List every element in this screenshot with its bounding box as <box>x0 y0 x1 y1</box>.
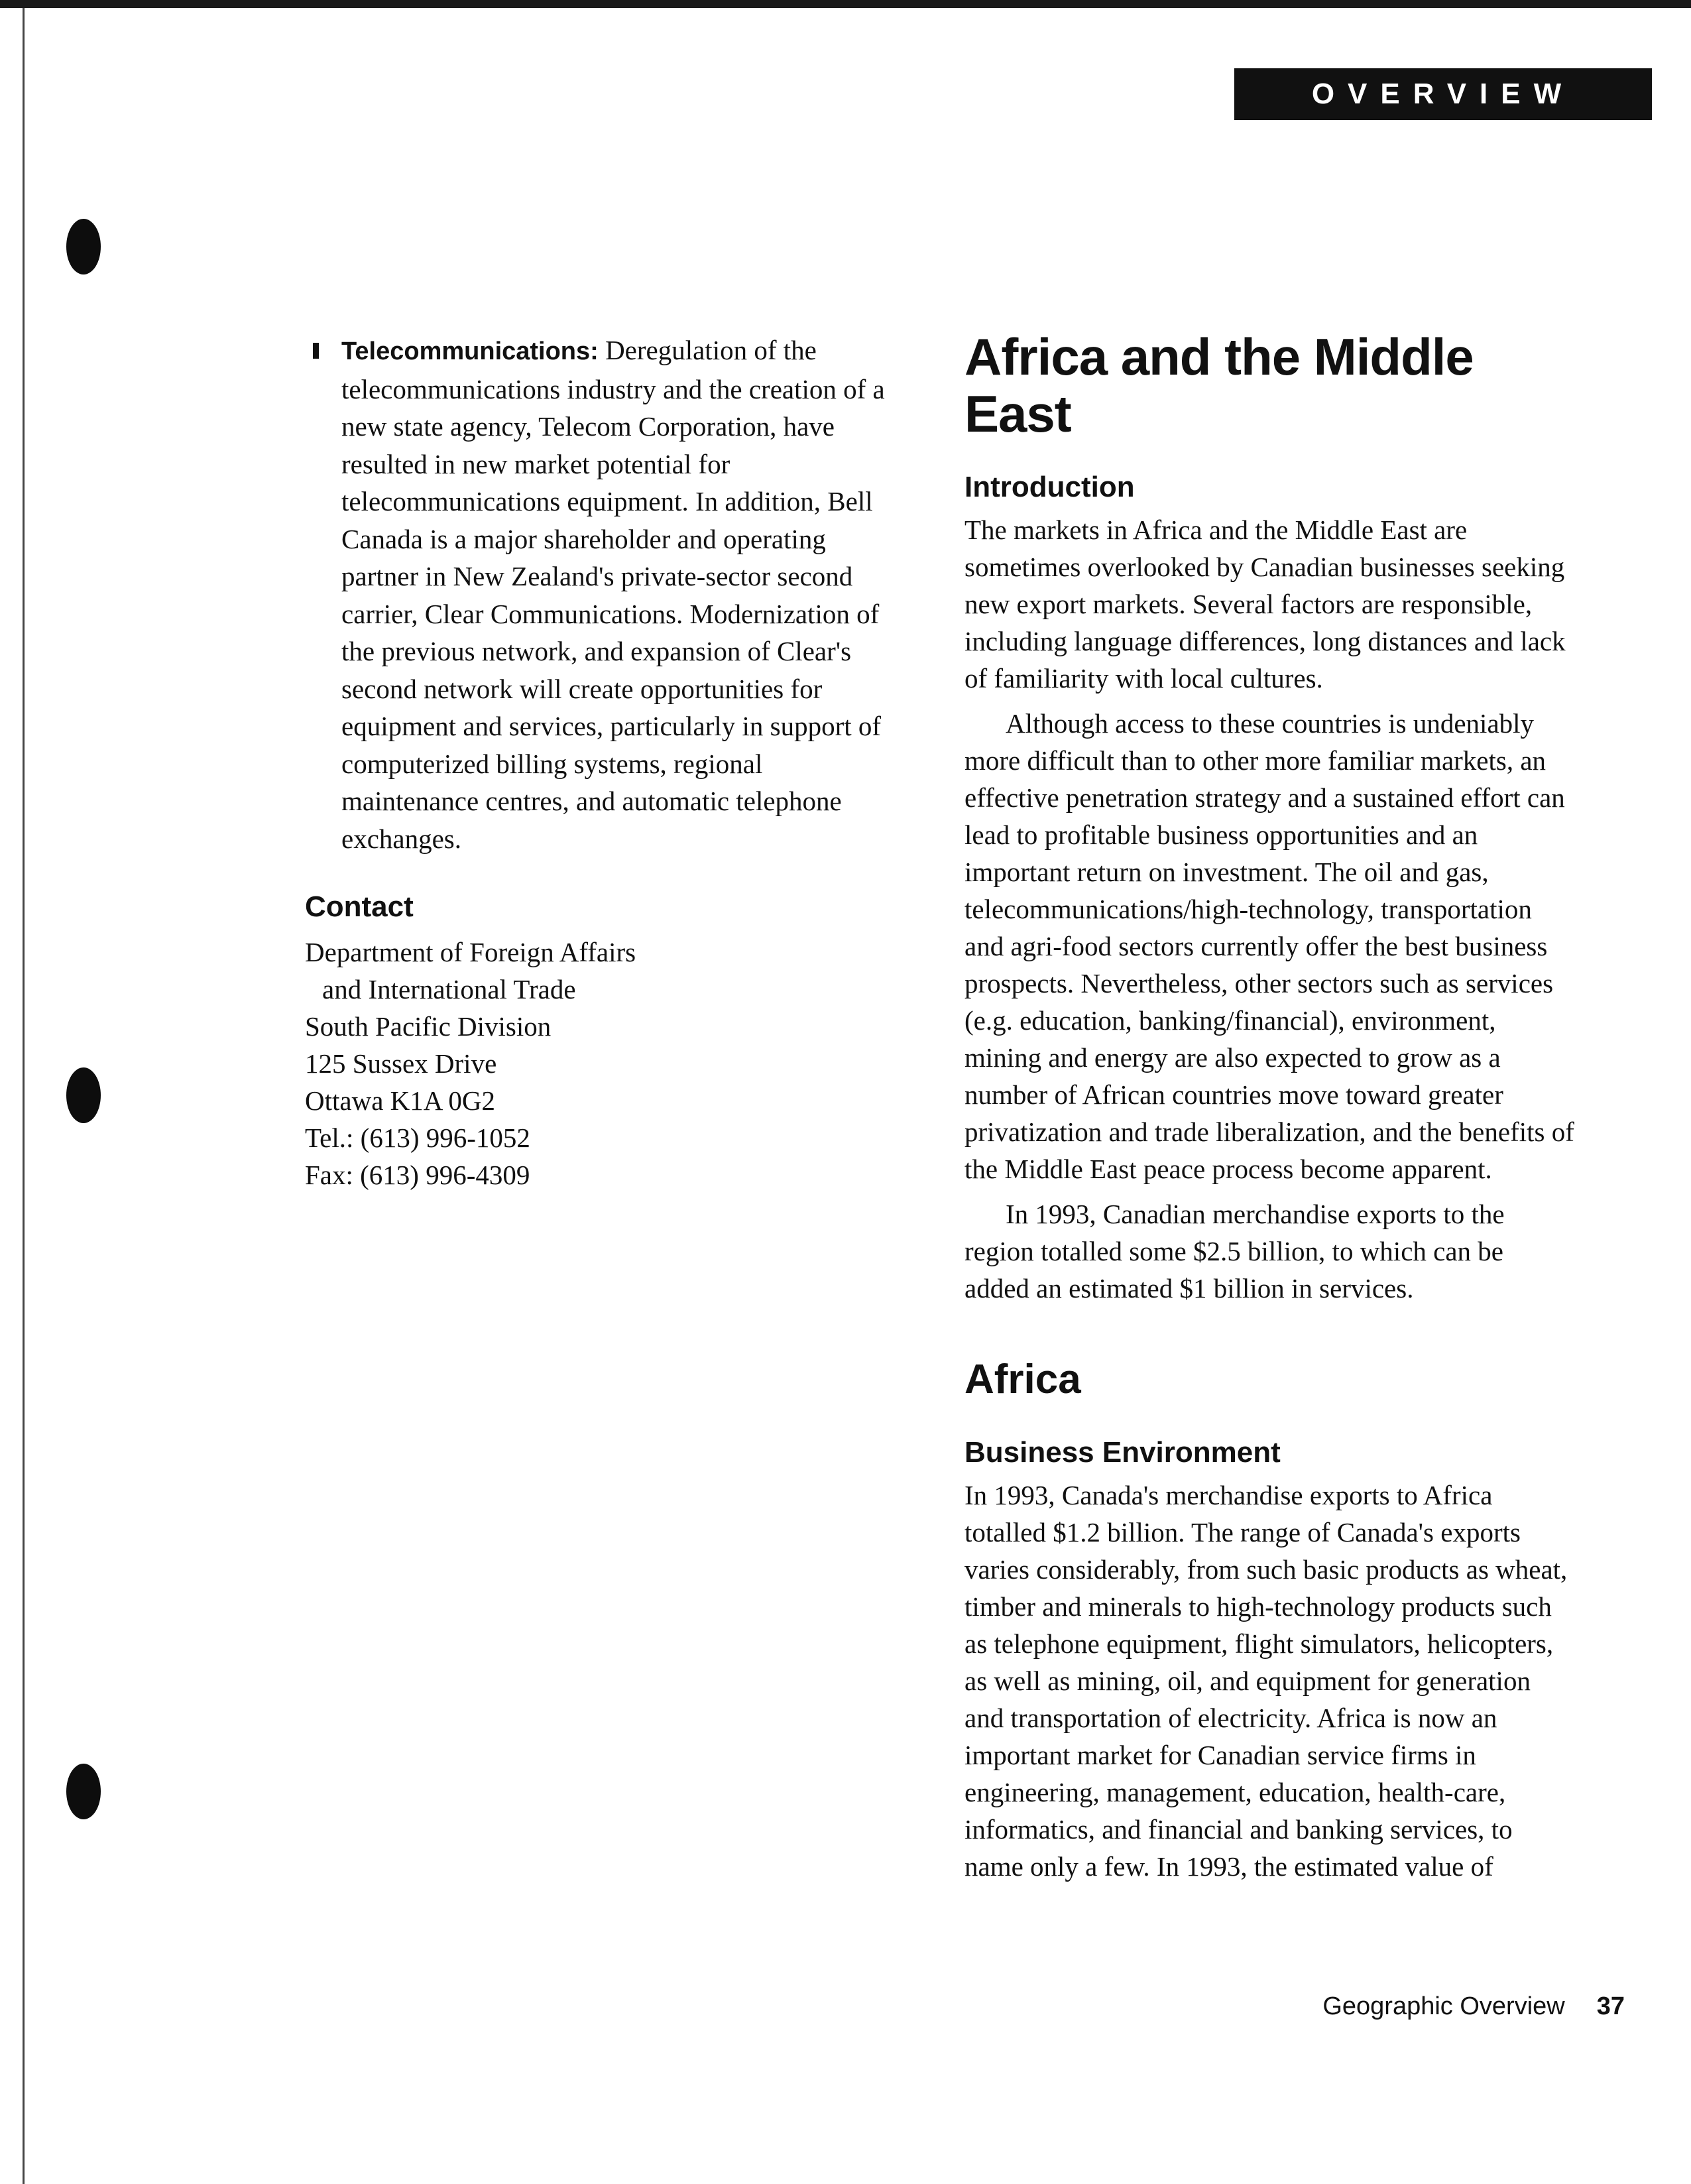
contact-line: 125 Sussex Drive <box>305 1048 497 1079</box>
africa-heading: Africa <box>964 1357 1081 1402</box>
page-footer <box>1322 1992 1625 2021</box>
contact-line: Ottawa K1A 0G2 <box>305 1085 495 1116</box>
page-title: Africa and the Middle East <box>964 328 1474 443</box>
contact-heading: Contact <box>305 890 414 923</box>
footer-section-name: Geographic Overview <box>1322 1992 1565 2020</box>
contact-address <box>305 934 902 1193</box>
binder-hole <box>66 1764 101 1819</box>
binder-hole <box>66 219 101 274</box>
introduction-heading: Introduction <box>964 471 1135 503</box>
binder-hole <box>66 1067 101 1123</box>
intro-paragraph: Although access to these countries is undeniably more difficult than to other more familiar markets, an effective penetration strategy and a sustained effort can lead to profitable business opportunities and an important return on investment. The oil and gas, telecommunications/high-technology, transportation and agri-food sectors currently offer the best business prospects. Nevertheless, other sectors such as services (e.g. education, banking/financial), environment, mining and energy are also expected to grow as a number of African countries move toward greater privatization and trade liberalization, and the benefits of the Middle East peace process become apparent. <box>964 708 1574 1184</box>
page-number: 37 <box>1596 1992 1625 2020</box>
business-paragraph: In 1993, Canada's merchandise exports to Africa totalled $1.2 billion. The range of Canada's exports varies considerably, from such basic products as wheat, timber and minerals to high-technology products such as telephone equipment, flight simulators, helicopters, as well as mining, oil, and equipment for generation and transportation of electricity. Africa is now an important market for Canadian service firms in engineering, management, education, health-care, informatics, and financial and banking services, to name only a few. In 1993, the estimated value of <box>964 1480 1568 1882</box>
intro-paragraph: In 1993, Canadian merchandise exports to the region totalled some $2.5 billion, to which can be added an estimated $1 billion in services. <box>964 1199 1505 1304</box>
contact-line: South Pacific Division <box>305 1011 552 1042</box>
contact-line: Department of Foreign Affairs <box>305 937 636 967</box>
contact-line: and International Trade <box>322 974 576 1004</box>
bullet-text: Deregulation of the telecommunications industry and the creation of a new state agency, Telecom Corporation, have resulted in new market potential for telecommunications equipment. In addition, Bell Canada is a major shareholder and operating partner in New Zealand's private-sector second carrier, Clear Communications. Modernization of the previous network, and expansion of Clear's second network will create opportunities for equipment and services, particularly in support of computerized billing systems, regional maintenance centres, and automatic telephone exchanges. <box>341 335 885 854</box>
left-column <box>305 332 902 1193</box>
bullet-telecommunications <box>305 332 902 857</box>
right-column <box>964 328 1574 1885</box>
contact-phone: Tel.: (613) 996-1052 <box>305 1122 530 1153</box>
intro-paragraph: The markets in Africa and the Middle East are sometimes overlooked by Canadian businesses seeking new export markets. Several factors are responsible, including language differences, long distances and lack of familiarity with local cultures. <box>964 515 1566 694</box>
binding-edge <box>23 8 25 2184</box>
top-rule <box>0 0 1691 8</box>
business-environment-heading: Business Environment <box>964 1436 1281 1469</box>
contact-fax: Fax: (613) 996-4309 <box>305 1160 530 1190</box>
bullet-icon <box>313 343 319 359</box>
section-tab: OVERVIEW <box>1234 68 1652 120</box>
bullet-lead: Telecommunications: <box>341 337 599 365</box>
